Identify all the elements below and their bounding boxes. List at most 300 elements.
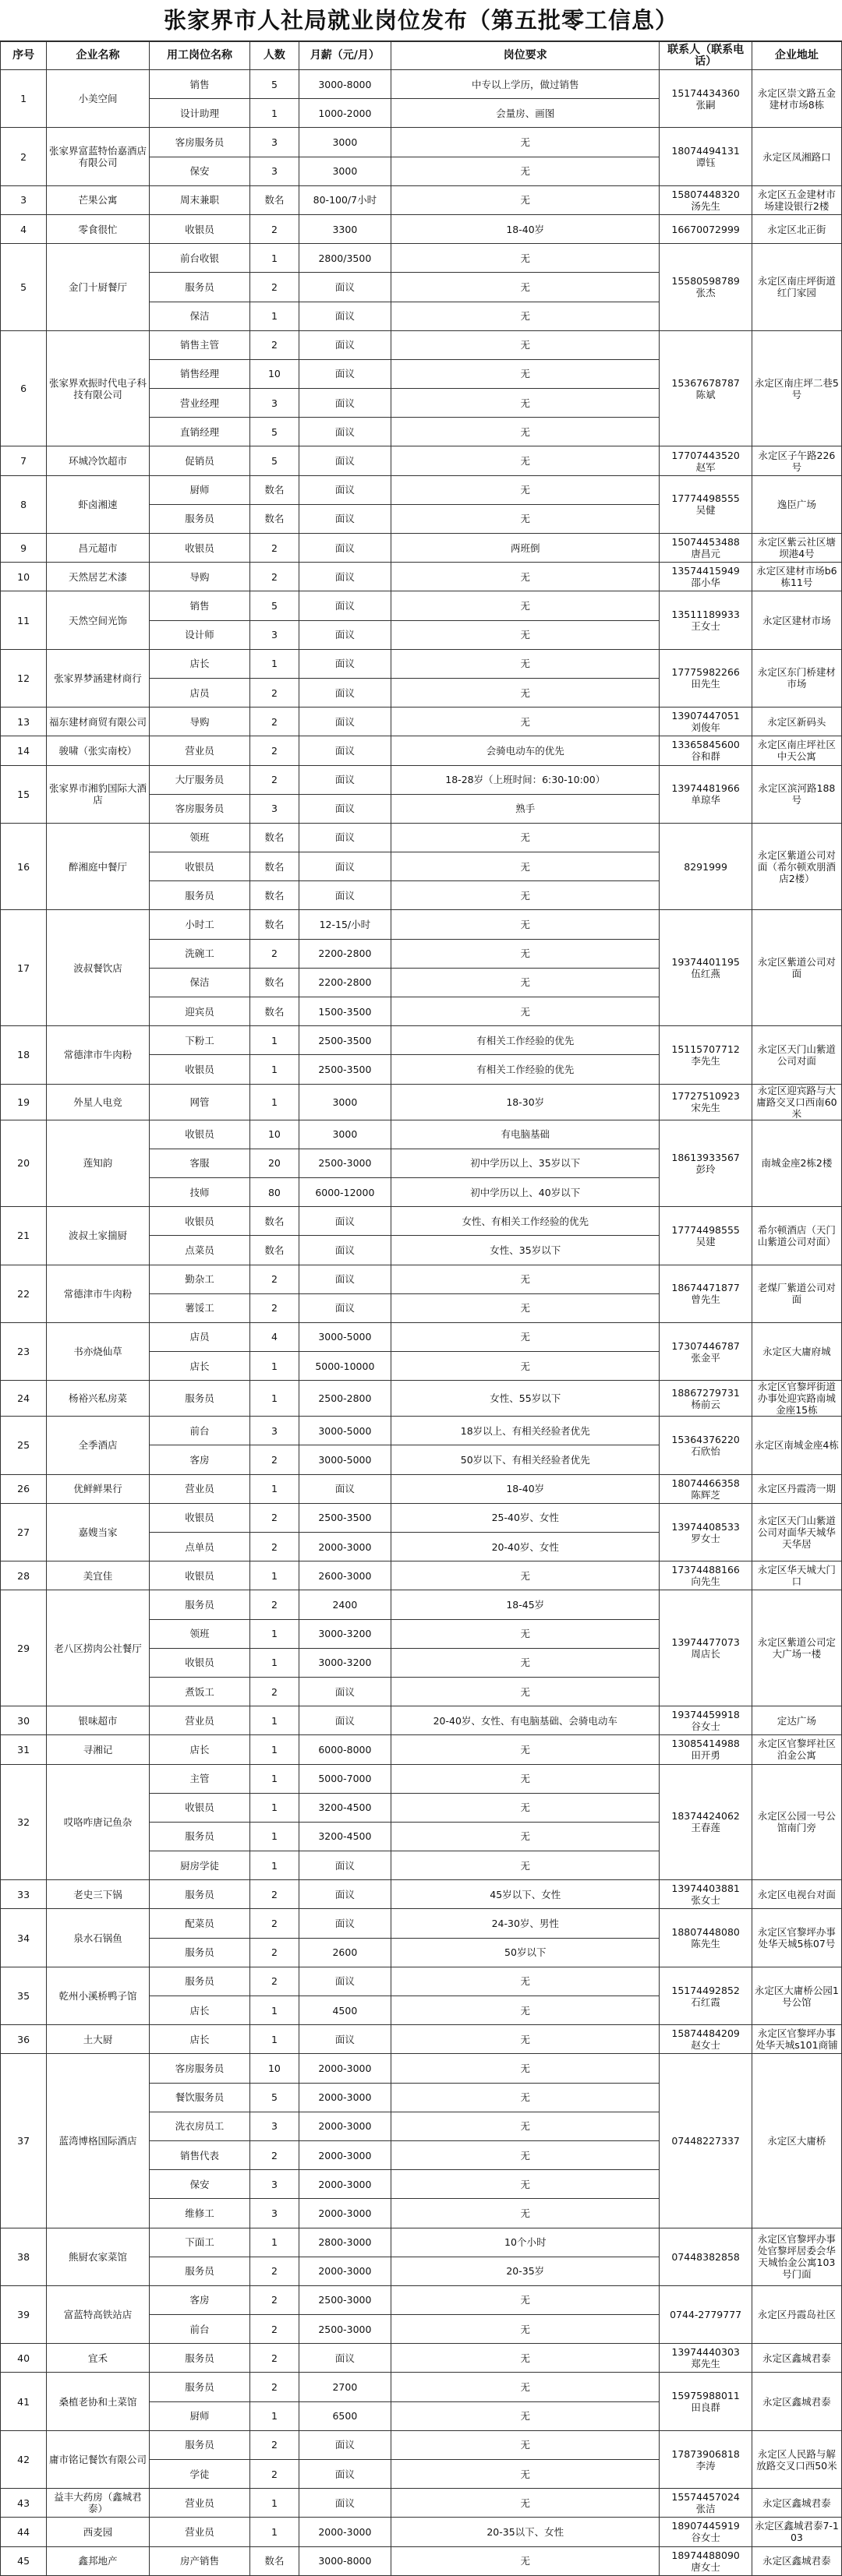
row-number: 13 <box>1 708 47 736</box>
position-count: 2 <box>250 534 299 563</box>
position-salary: 面议 <box>299 1880 391 1909</box>
position-name: 收银员 <box>149 1055 249 1084</box>
table-row <box>1 2025 842 2054</box>
contact-info: 18374424062 王春莲 <box>660 1764 752 1880</box>
company-name: 波叔餐饮店 <box>47 910 150 1026</box>
position-salary: 2800/3500 <box>299 244 391 273</box>
position-requirement: 无 <box>391 1352 660 1381</box>
contact-info: 18807448080 陈先生 <box>660 1909 752 1967</box>
position-salary: 3000 <box>299 157 391 185</box>
company-name: 福东建材商贸有限公司 <box>47 708 150 736</box>
position-name: 下面工 <box>149 2228 249 2257</box>
position-count: 1 <box>250 1706 299 1735</box>
position-requirement: 无 <box>391 1619 660 1648</box>
table-row <box>1 649 842 678</box>
row-number: 1 <box>1 70 47 128</box>
company-name: 芒果公寓 <box>47 185 150 214</box>
position-requirement: 无 <box>391 1822 660 1851</box>
position-requirement: 熟手 <box>391 794 660 823</box>
position-requirement: 无 <box>391 128 660 157</box>
contact-info: 18674471877 曾先生 <box>660 1265 752 1322</box>
position-salary: 面议 <box>299 1967 391 1996</box>
contact-info: 13511189933 王女士 <box>660 591 752 649</box>
company-name: 庸市铭记餐饮有限公司 <box>47 2430 150 2488</box>
position-salary: 面议 <box>299 708 391 736</box>
table-row <box>1 1207 842 1236</box>
table-row <box>1 70 842 99</box>
position-count: 1 <box>250 1474 299 1503</box>
table-row <box>1 765 842 794</box>
position-count: 80 <box>250 1177 299 1206</box>
position-salary: 面议 <box>299 504 391 533</box>
company-name: 张家界富蓝特怡嘉酒店有限公司 <box>47 128 150 185</box>
row-number: 4 <box>1 214 47 243</box>
position-requirement: 两班倒 <box>391 534 660 563</box>
position-count: 1 <box>250 1648 299 1677</box>
position-name: 主管 <box>149 1764 249 1793</box>
row-number: 19 <box>1 1084 47 1120</box>
table-row <box>1 2546 842 2575</box>
position-count: 2 <box>250 2315 299 2344</box>
row-number: 11 <box>1 591 47 649</box>
position-salary: 3000 <box>299 1120 391 1149</box>
contact-info: 13974440303 郑先生 <box>660 2344 752 2373</box>
row-number: 2 <box>1 128 47 185</box>
company-name: 醉湘庭中餐厅 <box>47 823 150 910</box>
position-name: 店长 <box>149 1352 249 1381</box>
position-count: 3 <box>250 2170 299 2199</box>
position-count: 3 <box>250 794 299 823</box>
position-name: 下粉工 <box>149 1026 249 1055</box>
company-address: 永定区电视台对面 <box>752 1880 841 1909</box>
position-requirement: 无 <box>391 2489 660 2518</box>
position-requirement: 18-40岁 <box>391 214 660 243</box>
position-requirement: 会骑电动车的优先 <box>391 736 660 765</box>
position-count: 3 <box>250 389 299 418</box>
position-requirement: 无 <box>391 968 660 997</box>
position-name: 点菜员 <box>149 1236 249 1265</box>
header-address: 企业地址 <box>752 42 841 70</box>
position-requirement: 无 <box>391 1793 660 1822</box>
contact-info: 13085414988 田开勇 <box>660 1735 752 1764</box>
table-row <box>1 1967 842 1996</box>
position-count: 2 <box>250 2257 299 2285</box>
position-requirement: 无 <box>391 2546 660 2575</box>
position-requirement: 无 <box>391 185 660 214</box>
contact-info: 17307446787 张金平 <box>660 1322 752 1380</box>
row-number: 18 <box>1 1026 47 1084</box>
position-salary: 2600 <box>299 1938 391 1967</box>
contact-info: 18907445919 谷女士 <box>660 2518 752 2546</box>
contact-info: 18074494131 谭钰 <box>660 128 752 185</box>
position-name: 服务员 <box>149 1880 249 1909</box>
position-requirement: 无 <box>391 823 660 852</box>
position-count: 5 <box>250 70 299 99</box>
position-count: 1 <box>250 2518 299 2546</box>
company-address: 永定区崇文路五金建材市场8栋 <box>752 70 841 128</box>
contact-info: 15074453488 唐昌元 <box>660 534 752 563</box>
position-name: 收银员 <box>149 534 249 563</box>
table-row <box>1 1381 842 1417</box>
position-name: 服务员 <box>149 1590 249 1619</box>
company-name: 泉水石锅鱼 <box>47 1909 150 1967</box>
position-name: 收银员 <box>149 1648 249 1677</box>
position-count: 2 <box>250 708 299 736</box>
company-name: 宜禾 <box>47 2344 150 2373</box>
row-number: 23 <box>1 1322 47 1380</box>
position-name: 服务员 <box>149 2430 249 2459</box>
position-requirement: 无 <box>391 939 660 968</box>
table-row <box>1 1474 842 1503</box>
position-count: 5 <box>250 418 299 446</box>
position-name: 店长 <box>149 649 249 678</box>
position-count: 5 <box>250 591 299 620</box>
position-requirement: 无 <box>391 446 660 475</box>
contact-info: 13574415949 邵小华 <box>660 563 752 591</box>
contact-info: 17374488166 向先生 <box>660 1561 752 1590</box>
position-salary: 2000-3000 <box>299 2518 391 2546</box>
company-name: 波叔土家揣厨 <box>47 1207 150 1265</box>
position-salary: 面议 <box>299 1293 391 1322</box>
company-name: 老史三下锅 <box>47 1880 150 1909</box>
row-number: 5 <box>1 244 47 331</box>
table-row <box>1 1735 842 1764</box>
position-requirement: 无 <box>391 2401 660 2430</box>
company-address: 永定区凤湘路口 <box>752 128 841 185</box>
position-count: 数名 <box>250 910 299 939</box>
position-name: 服务员 <box>149 273 249 302</box>
table-row <box>1 591 842 620</box>
position-salary: 面议 <box>299 2344 391 2373</box>
position-count: 2 <box>250 273 299 302</box>
contact-info: 19374459918 谷女士 <box>660 1706 752 1735</box>
row-number: 8 <box>1 475 47 533</box>
company-name: 小美空间 <box>47 70 150 128</box>
position-requirement: 无 <box>391 852 660 881</box>
company-address: 永定区北正街 <box>752 214 841 243</box>
position-count: 1 <box>250 1381 299 1417</box>
position-requirement: 无 <box>391 1764 660 1793</box>
row-number: 35 <box>1 1967 47 2024</box>
contact-info: 13365845600 谷和群 <box>660 736 752 765</box>
table-row <box>1 910 842 939</box>
company-name: 常德津市牛肉粉 <box>47 1265 150 1322</box>
position-requirement: 18岁以上、有相关经验者优先 <box>391 1417 660 1445</box>
contact-info: 07448227337 <box>660 2054 752 2228</box>
company-address: 定达广场 <box>752 1706 841 1735</box>
position-salary: 1000-2000 <box>299 99 391 128</box>
position-salary: 面议 <box>299 1474 391 1503</box>
position-requirement: 无 <box>391 1293 660 1322</box>
table-row <box>1 1590 842 1619</box>
row-number: 25 <box>1 1417 47 1474</box>
company-name: 熊厨农家菜馆 <box>47 2228 150 2285</box>
company-address: 永定区鑫城君泰 <box>752 2373 841 2430</box>
table-row <box>1 446 842 475</box>
company-address: 永定区官黎坪街道办事处迎宾路南城金座15栋 <box>752 1381 841 1417</box>
position-name: 服务员 <box>149 1938 249 1967</box>
company-address: 永定区鑫城君泰 <box>752 2344 841 2373</box>
table-row <box>1 1764 842 1793</box>
position-requirement: 无 <box>391 708 660 736</box>
position-requirement: 无 <box>391 2344 660 2373</box>
row-number: 39 <box>1 2285 47 2343</box>
position-name: 销售代表 <box>149 2140 249 2169</box>
position-requirement: 无 <box>391 302 660 330</box>
contact-info: 15364376220 石欣怡 <box>660 1417 752 1474</box>
position-count: 2 <box>250 1265 299 1293</box>
contact-info: 15580598789 张杰 <box>660 244 752 331</box>
table-row <box>1 1417 842 1445</box>
position-requirement: 无 <box>391 1265 660 1293</box>
row-number: 30 <box>1 1706 47 1735</box>
company-address: 永定区紫云社区塘坝港4号 <box>752 534 841 563</box>
position-requirement: 有相关工作经验的优先 <box>391 1055 660 1084</box>
row-number: 14 <box>1 736 47 765</box>
position-name: 煮饭工 <box>149 1677 249 1706</box>
table-row <box>1 2054 842 2083</box>
table-row <box>1 2344 842 2373</box>
company-name: 骏啸（张实南校） <box>47 736 150 765</box>
company-name: 乾州小溪桥鸭子馆 <box>47 1967 150 2024</box>
position-name: 服务员 <box>149 1822 249 1851</box>
company-name: 西麦园 <box>47 2518 150 2546</box>
row-number: 10 <box>1 563 47 591</box>
contact-info: 13974403881 张女士 <box>660 1880 752 1909</box>
company-name: 虾卤湘速 <box>47 475 150 533</box>
contact-info: 15574457024 张洁 <box>660 2489 752 2518</box>
position-salary: 2000-3000 <box>299 2054 391 2083</box>
company-name: 莲知韵 <box>47 1120 150 1207</box>
position-requirement: 18-28岁（上班时间：6:30-10:00） <box>391 765 660 794</box>
position-name: 周末兼职 <box>149 185 249 214</box>
company-name: 书亦烧仙草 <box>47 1322 150 1380</box>
header-company: 企业名称 <box>47 42 150 70</box>
company-address: 永定区官黎坪办事处华天城5栋07号 <box>752 1909 841 1967</box>
position-salary: 3000 <box>299 128 391 157</box>
position-salary: 面议 <box>299 2460 391 2489</box>
position-requirement: 女性、55岁以下 <box>391 1381 660 1417</box>
position-count: 2 <box>250 563 299 591</box>
position-name: 洗碗工 <box>149 939 249 968</box>
contact-info: 15367678787 陈斌 <box>660 330 752 446</box>
position-name: 营业经理 <box>149 389 249 418</box>
header-row <box>1 42 842 70</box>
position-name: 设计助理 <box>149 99 249 128</box>
position-count: 1 <box>250 244 299 273</box>
position-requirement: 有相关工作经验的优先 <box>391 1026 660 1055</box>
position-count: 2 <box>250 678 299 707</box>
position-requirement: 10个小时 <box>391 2228 660 2257</box>
position-count: 数名 <box>250 852 299 881</box>
position-count: 2 <box>250 736 299 765</box>
position-salary: 面议 <box>299 446 391 475</box>
company-name: 全季酒店 <box>47 1417 150 1474</box>
position-count: 3 <box>250 2112 299 2140</box>
table-row <box>1 1322 842 1351</box>
position-requirement: 无 <box>391 649 660 678</box>
position-count: 2 <box>250 2140 299 2169</box>
company-name: 金门十厨餐厅 <box>47 244 150 331</box>
position-requirement: 无 <box>391 2170 660 2199</box>
table-row <box>1 185 842 214</box>
company-address: 永定区天门山紫道公司对面华天城华天华居 <box>752 1503 841 1561</box>
position-count: 2 <box>250 2285 299 2314</box>
contact-info: 8291999 <box>660 823 752 910</box>
position-salary: 2800-3000 <box>299 2228 391 2257</box>
contact-info: 17774498555 吴健 <box>660 475 752 533</box>
header-requirements: 岗位要求 <box>391 42 660 70</box>
position-requirement: 无 <box>391 504 660 533</box>
position-name: 服务员 <box>149 1967 249 1996</box>
position-salary: 面议 <box>299 852 391 881</box>
company-address: 永定区迎宾路与大庸路交叉口西南60米 <box>752 1084 841 1120</box>
position-name: 前台收银 <box>149 244 249 273</box>
company-name: 天然居艺术漆 <box>47 563 150 591</box>
position-salary: 6000-12000 <box>299 1177 391 1206</box>
position-count: 2 <box>250 1445 299 1474</box>
position-name: 小时工 <box>149 910 249 939</box>
company-name: 常德津市牛肉粉 <box>47 1026 150 1084</box>
company-address: 永定区南庄坪社区中天公寓 <box>752 736 841 765</box>
position-requirement: 无 <box>391 389 660 418</box>
position-count: 1 <box>250 1793 299 1822</box>
table-row <box>1 128 842 157</box>
position-salary: 3000-3200 <box>299 1648 391 1677</box>
table-row <box>1 2489 842 2518</box>
position-count: 2 <box>250 2373 299 2401</box>
position-name: 网管 <box>149 1084 249 1120</box>
header-count: 人数 <box>250 42 299 70</box>
company-name: 张家界欢振时代电子科技有限公司 <box>47 330 150 446</box>
position-salary: 面议 <box>299 1236 391 1265</box>
company-name: 杨裕兴私房菜 <box>47 1381 150 1417</box>
position-count: 10 <box>250 2054 299 2083</box>
position-count: 5 <box>250 2083 299 2112</box>
company-address: 永定区丹霞岛社区 <box>752 2285 841 2343</box>
company-address: 永定区大庸桥公园1号公馆 <box>752 1967 841 2024</box>
position-salary: 面议 <box>299 2025 391 2054</box>
company-name: 益丰大药房（鑫城君泰） <box>47 2489 150 2518</box>
position-requirement: 初中学历以上、40岁以下 <box>391 1177 660 1206</box>
position-salary: 2500-2800 <box>299 1381 391 1417</box>
position-salary: 面议 <box>299 736 391 765</box>
contact-info: 15174492852 石红霞 <box>660 1967 752 2024</box>
position-salary: 面议 <box>299 359 391 388</box>
position-requirement: 18-30岁 <box>391 1084 660 1120</box>
position-requirement: 无 <box>391 1735 660 1764</box>
position-count: 2 <box>250 1909 299 1938</box>
position-salary: 6500 <box>299 2401 391 2430</box>
position-count: 3 <box>250 128 299 157</box>
position-salary: 2000-3000 <box>299 1533 391 1561</box>
position-salary: 2400 <box>299 1590 391 1619</box>
position-name: 大厅服务员 <box>149 765 249 794</box>
position-count: 数名 <box>250 997 299 1026</box>
company-name: 张家界梦涵建材商行 <box>47 649 150 707</box>
position-requirement: 20-35以下、女性 <box>391 2518 660 2546</box>
position-count: 2 <box>250 1938 299 1967</box>
position-requirement: 会量房、画图 <box>391 99 660 128</box>
company-address: 永定区子午路226号 <box>752 446 841 475</box>
company-address: 永定区大庸桥 <box>752 2054 841 2228</box>
page-title: 张家界市人社局就业岗位发布（第五批零工信息） <box>0 0 842 41</box>
row-number: 24 <box>1 1381 47 1417</box>
position-count: 数名 <box>250 823 299 852</box>
position-count: 1 <box>250 2228 299 2257</box>
company-name: 鑫邦地产 <box>47 2546 150 2575</box>
position-count: 1 <box>250 2401 299 2430</box>
position-name: 配菜员 <box>149 1909 249 1938</box>
position-salary: 面议 <box>299 563 391 591</box>
position-requirement: 20-35岁 <box>391 2257 660 2285</box>
contact-info: 18074466358 陈辉芝 <box>660 1474 752 1503</box>
position-salary: 3200-4500 <box>299 1822 391 1851</box>
table-row <box>1 823 842 852</box>
position-count: 2 <box>250 765 299 794</box>
row-number: 33 <box>1 1880 47 1909</box>
company-name: 天然空间光饰 <box>47 591 150 649</box>
position-name: 营业员 <box>149 2489 249 2518</box>
company-address: 永定区官黎坪办事处官黎坪居委会华天城怡金公寓103号门面 <box>752 2228 841 2285</box>
position-requirement: 无 <box>391 1648 660 1677</box>
position-count: 3 <box>250 2199 299 2228</box>
position-name: 房产销售 <box>149 2546 249 2575</box>
row-number: 40 <box>1 2344 47 2373</box>
position-salary: 面议 <box>299 302 391 330</box>
position-salary: 5000-7000 <box>299 1764 391 1793</box>
position-name: 导购 <box>149 563 249 591</box>
position-name: 直销经理 <box>149 418 249 446</box>
position-salary: 3000-3200 <box>299 1619 391 1648</box>
position-requirement: 20-40岁、女性、有电脑基础、会骑电动车 <box>391 1706 660 1735</box>
position-count: 1 <box>250 99 299 128</box>
position-requirement: 无 <box>391 2112 660 2140</box>
position-requirement: 无 <box>391 678 660 707</box>
position-salary: 3300 <box>299 214 391 243</box>
position-name: 保安 <box>149 2170 249 2199</box>
position-name: 领班 <box>149 823 249 852</box>
table-row <box>1 1561 842 1590</box>
position-salary: 2200-2800 <box>299 939 391 968</box>
position-salary: 2500-3000 <box>299 2315 391 2344</box>
position-requirement: 24-30岁、男性 <box>391 1909 660 1938</box>
position-count: 数名 <box>250 1207 299 1236</box>
position-salary: 6000-8000 <box>299 1735 391 1764</box>
position-requirement: 无 <box>391 2315 660 2344</box>
company-address: 永定区南庄坪二巷5号 <box>752 330 841 446</box>
contact-info: 17707443520 赵军 <box>660 446 752 475</box>
position-salary: 3000-5000 <box>299 1445 391 1474</box>
position-requirement: 无 <box>391 2430 660 2459</box>
position-requirement: 20-40岁、女性 <box>391 1533 660 1561</box>
row-number: 44 <box>1 2518 47 2546</box>
table-row <box>1 563 842 591</box>
position-salary: 2000-3000 <box>299 2140 391 2169</box>
position-salary: 1500-3500 <box>299 997 391 1026</box>
row-number: 37 <box>1 2054 47 2228</box>
position-salary: 2000-3000 <box>299 2083 391 2112</box>
position-requirement: 无 <box>391 475 660 504</box>
position-name: 厨师 <box>149 475 249 504</box>
contact-info: 18613933567 彭玲 <box>660 1120 752 1207</box>
company-address: 永定区华天城大门口 <box>752 1561 841 1590</box>
position-requirement: 有电脑基础 <box>391 1120 660 1149</box>
position-salary: 4500 <box>299 1996 391 2025</box>
company-address: 永定区公园一号公馆南门旁 <box>752 1764 841 1880</box>
row-number: 34 <box>1 1909 47 1967</box>
company-address: 老煤厂紫道公司对面 <box>752 1265 841 1322</box>
